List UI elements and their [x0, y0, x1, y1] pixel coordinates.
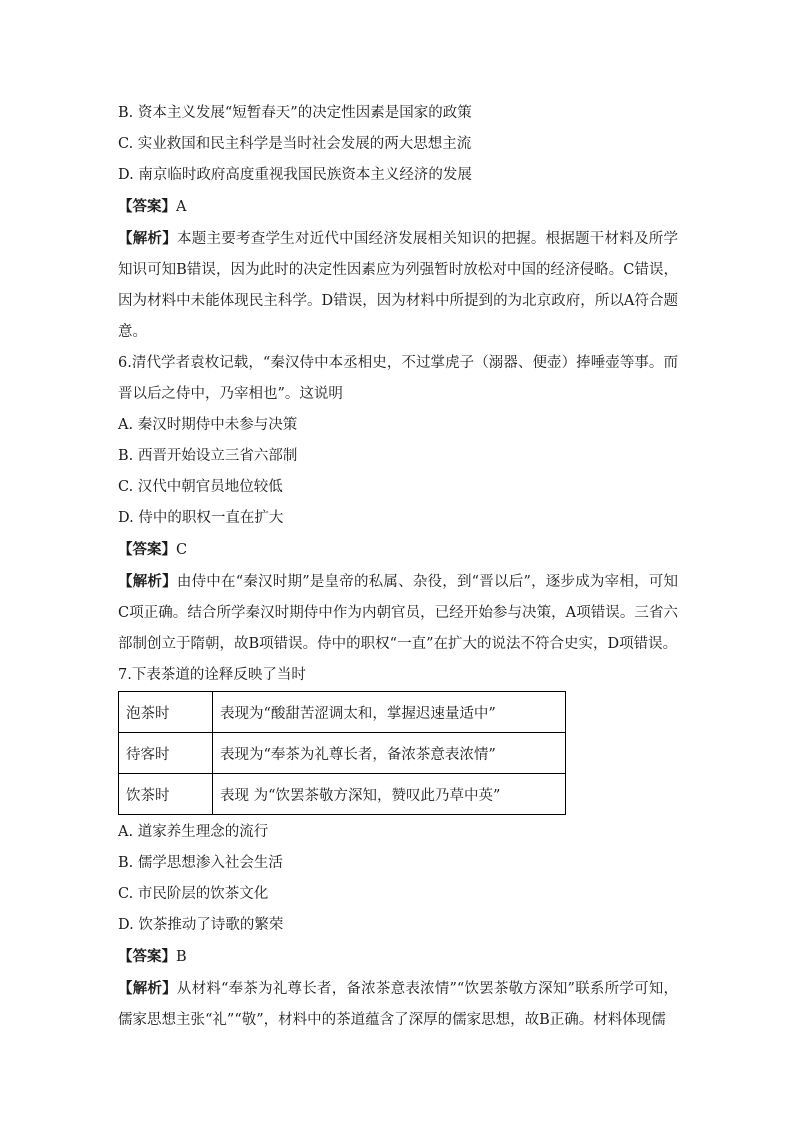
q7-option-b: B. 儒学思想渗入社会生活	[118, 855, 283, 871]
table-cell-label: 泡茶时	[119, 692, 213, 733]
q7-answer	[118, 941, 678, 973]
table-row	[119, 774, 566, 815]
q6-option-b: B. 西晋开始设立三省六部制	[118, 448, 298, 464]
q6-option-a: A. 秦汉时期侍中未参与决策	[118, 417, 298, 433]
table-cell-desc: 表现 为“饮罢茶敬方深知，赞叹此乃草中英”	[213, 774, 566, 815]
q7-stem: 7.下表茶道的诠释反映了当时	[118, 667, 306, 683]
answer-value: C	[176, 542, 188, 558]
analysis-text: 由侍中在“秦汉时期”是皇帝的私属、杂役，到“晋以后”，逐步成为宰相，可知C项正确。结合所学秦汉时期侍中作为内朝官员，已经开始参与决策，A项错误。三省六部制创立于隋朝，故B项错误。侍中的职权“一直”在扩大的说法不符合史实，D项错误。	[118, 574, 679, 652]
analysis-label: 【解析】	[118, 230, 177, 247]
q5-analysis	[118, 223, 678, 348]
table-cell-label: 待客时	[119, 733, 213, 774]
document-page	[118, 98, 678, 1036]
q7-analysis	[118, 973, 678, 1036]
q6-answer	[118, 534, 678, 566]
q7-option-a: A. 道家养生理念的流行	[118, 824, 269, 840]
q5-option-d: D. 南京临时政府高度重视我国民族资本主义经济的发展	[118, 167, 472, 183]
answer-value: B	[176, 949, 187, 965]
q6-analysis	[118, 566, 678, 660]
q6-option-d: D. 侍中的职权一直在扩大	[118, 510, 284, 526]
table-cell-desc: 表现为“奉茶为礼尊长者，备浓茶意表浓情”	[213, 733, 566, 774]
analysis-label: 【解析】	[118, 573, 177, 590]
answer-label: 【答案】	[118, 948, 176, 965]
q6-option-c: C. 汉代中朝官员地位较低	[118, 479, 283, 495]
table-row	[119, 692, 566, 733]
q7-option-c: C. 市民阶层的饮茶文化	[118, 886, 269, 902]
analysis-text: 从材料“奉茶为礼尊长者，备浓茶意表浓情”“饮罢茶敬方深知”联系所学可知，儒家思想主张“礼”“敬”，材料中的茶道蕴含了深厚的儒家思想，故B正确。材料体现儒	[118, 981, 679, 1028]
q7-option-d: D. 饮茶推动了诗歌的繁荣	[118, 917, 284, 933]
answer-label: 【答案】	[118, 541, 176, 558]
table-cell-label: 饮茶时	[119, 774, 213, 815]
answer-value: A	[176, 199, 187, 215]
table-cell-desc: 表现为“酸甜苦涩调太和，掌握迟速量适中”	[213, 692, 566, 733]
q5-option-b: B. 资本主义发展“短暂春天”的决定性因素是国家的政策	[118, 105, 472, 121]
q5-answer	[118, 191, 678, 223]
q5-option-c: C. 实业救国和民主科学是当时社会发展的两大思想主流	[118, 136, 472, 152]
answer-label: 【答案】	[118, 198, 176, 215]
table-row	[119, 733, 566, 774]
analysis-text: 本题主要考查学生对近代中国经济发展相关知识的把握。根据题干材料及所学知识可知B错误，因为此时的决定性因素应为列强暂时放松对中国的经济侵略。C错误，因为材料中未能体现民主科学。D错误，因为材料中所提到的为北京政府，所以A符合题意。	[118, 231, 679, 340]
q6-stem: 6.清代学者袁枚记载，“秦汉侍中本丞相史，不过掌虎子（溺器、便壶）捧唾壶等事。而晋以后之侍中，乃宰相也”。这说明	[118, 355, 678, 402]
analysis-label: 【解析】	[118, 980, 177, 997]
tea-ceremony-table	[118, 691, 566, 815]
